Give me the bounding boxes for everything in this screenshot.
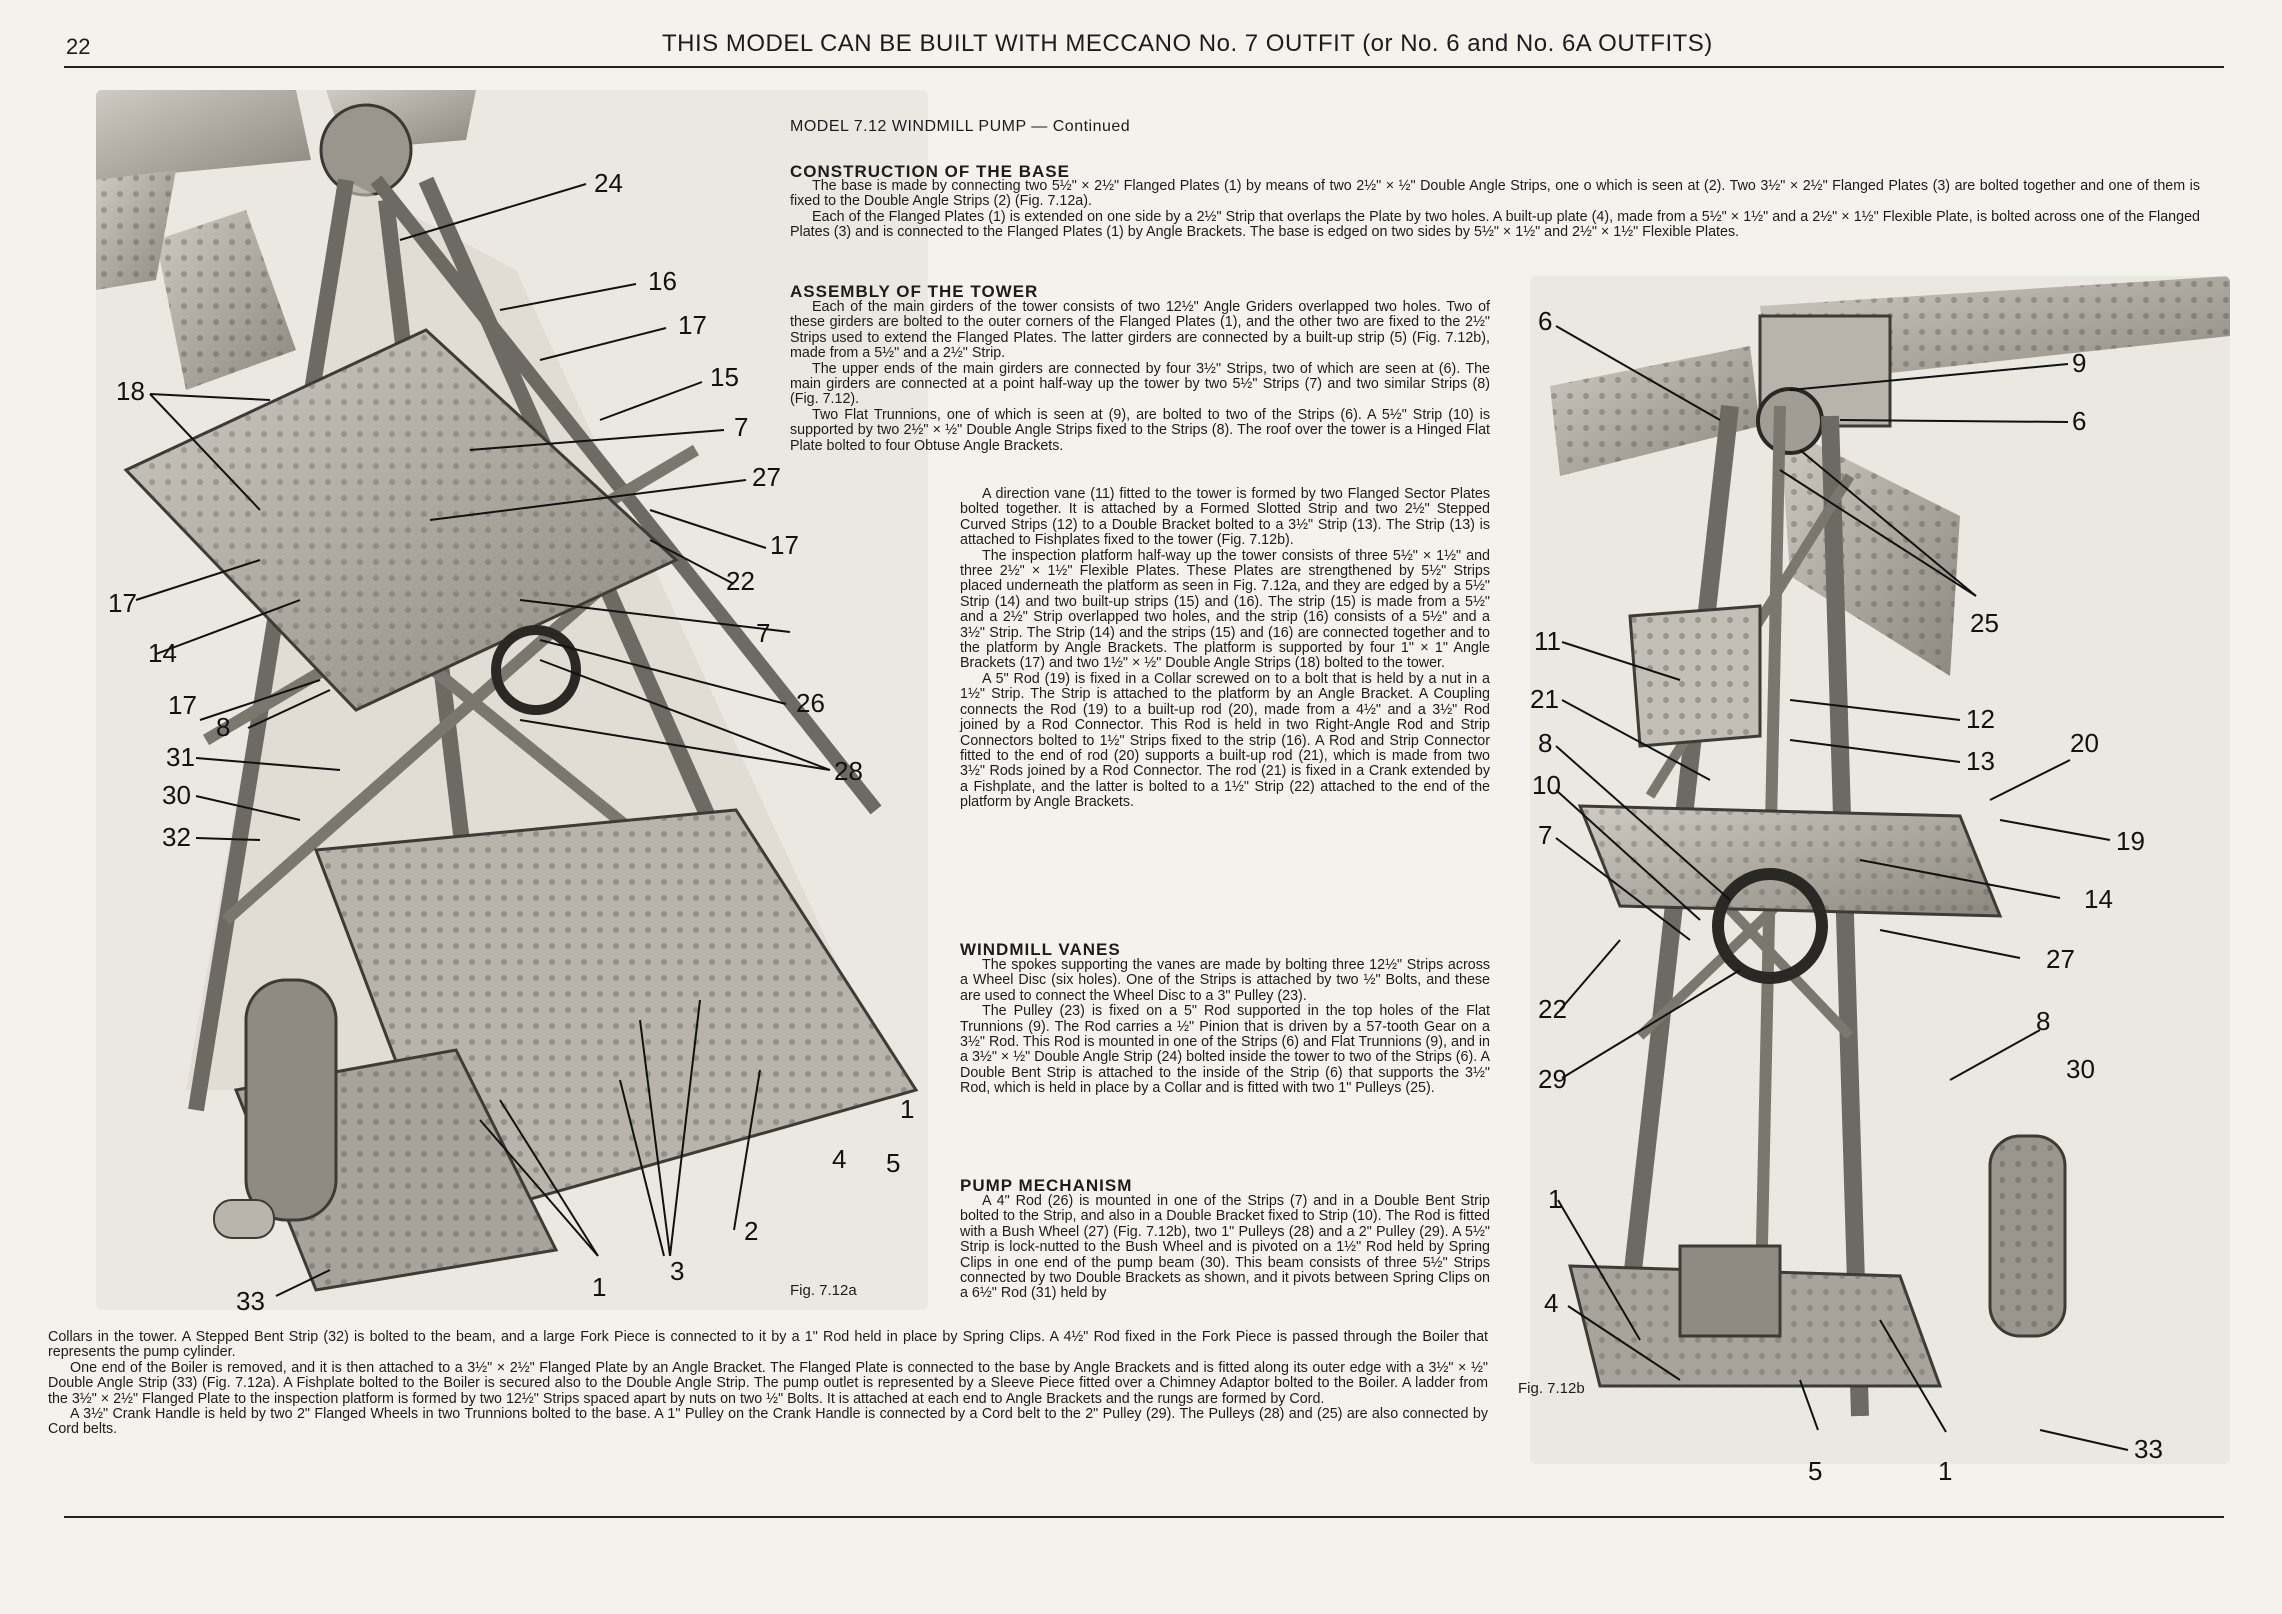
callout-29: 29 — [1538, 1064, 1567, 1094]
callout-17: 17 — [770, 530, 799, 560]
callout-7: 7 — [1538, 820, 1553, 850]
paragraph: A 3½" Crank Handle is held by two 2" Flanged Wheels in two Trunnions bolted to the base. A 1" Pulley on the Crank Handle is connected by a Cord belt to the 2" Pulley (29). The Pulleys (28) and (25) are also connected by Cord belts. — [48, 1406, 1488, 1438]
callout-28: 28 — [834, 756, 863, 786]
callout-9: 9 — [2072, 348, 2087, 378]
callout-8: 8 — [1538, 728, 1553, 758]
paragraph: Each of the main girders of the tower consists of two 12½" Angle Griders overlapped two holes. Two of these girders are bolted to the outer corners of the Flanged Plates (1), and the other two are fixed to the 2½" Strips used to extend the Flanged Plates. The latter girders are connected by a built-up strip (5) (Fig. 7.12b), made from a 5½" and a 2½" Strip. — [790, 299, 1490, 362]
paragraph: The inspection platform half-way up the tower consists of three 5½" × 1½" and three 2½" × 1½" Flexible Plates. These Plates are strengthened by 5½" Strips placed underneath the platform as seen in Fig. 7.12a, and they are edged by a 5½" Strip (14) and two built-up strips (15) and (16). The strip (15) is made from a 5½" and a 2½" Strip overlapped two holes, and the strip (16) consists of a 5½" and a 3½" Strip. The Strip (14) and the strips (15) and (16) are connected together and to the platform by Angle Brackets. The platform is supported by four 1" × 1" Angle Brackets (17) and two 1½" × ½" Double Angle Strips (18) bolted to the tower. — [960, 547, 1490, 672]
callout-22: 22 — [726, 566, 755, 596]
callout-16: 16 — [648, 266, 677, 296]
callout-17: 17 — [168, 690, 197, 720]
callout-19: 19 — [2116, 826, 2145, 856]
callout-21: 21 — [1530, 684, 1559, 714]
callout-15: 15 — [710, 362, 739, 392]
paragraph: The base is made by connecting two 5½" × 2½" Flanged Plates (1) by means of two 2½" × ½" Double Angle Strips, one o which is seen at (2). Two 3½" × 2½" Flanged Plates (3) are bolted together and one of them is fixed to the Double Angle Strips (2) (Fig. 7.12a). — [790, 178, 2200, 210]
paragraph: Each of the Flanged Plates (1) is extended on one side by a 2½" Strip that overlaps the Plate by two holes. A built-up plate (4), made from a 5½" × 1½" and a 2½" × 1½" Flexible Plate, is bolted across one of the Flanged Plates (3) and is connected to the Flanged Plates (1) by Angle Brackets. The base is edged on two sides by 5½" × 1½" and 2½" × 1½" Flexible Plates. — [790, 208, 2200, 241]
callout-7: 7 — [756, 618, 771, 648]
callout-6: 6 — [1538, 306, 1553, 336]
section-title-pump: PUMP MECHANISM — [960, 1176, 1133, 1195]
callout-14: 14 — [148, 638, 177, 668]
paragraph: The spokes supporting the vanes are made by bolting three 12½" Strips across a Wheel Disc (six holes). One of the Strips is attached by two ½" Bolts, and these are used to connect the Wheel Disc to a 3" Pulley (23). — [960, 957, 1490, 1004]
callout-18: 18 — [116, 376, 145, 406]
callout-20: 20 — [2070, 728, 2099, 758]
callout-1: 1 — [1938, 1456, 1953, 1486]
callout-17: 17 — [108, 588, 137, 618]
callout-26: 26 — [796, 688, 825, 718]
paragraph: One end of the Boiler is removed, and it is then attached to a 3½" × 2½" Flanged Plate by an Angle Bracket. The Flanged Plate is connected to the base by Angle Brackets and is fitted along its outer edge with a 3½" × ½" Double Angle Strip (33) (Fig. 7.12a). A Fishplate bolted to the Boiler is secured also to the Double Angle Strip. The pump outlet is represented by a Sleeve Piece fitted over a Chimney Adaptor bolted to the Boiler. A ladder from the 3½" × 2½" Flanged Plate to the inspection platform is formed by two 12½" Strips spaced apart by nuts on two ½" Bolts. It is attached at each end to Angle Brackets and the rungs are formed by Cord. — [48, 1359, 1488, 1407]
model-subheading: MODEL 7.12 WINDMILL PUMP — Continued — [790, 118, 1131, 135]
paragraph: Collars in the tower. A Stepped Bent Strip (32) is bolted to the beam, and a large Fork Piece is connected to it by a 1" Rod held in place by Spring Clips. A 4½" Rod fixed in the Fork Piece is passed through the Boiler that represents the pump cylinder. — [48, 1329, 1488, 1361]
callout-5: 5 — [1808, 1456, 1823, 1486]
callout-1: 1 — [900, 1094, 915, 1124]
callout-7: 7 — [734, 412, 749, 442]
section-title-vanes: WINDMILL VANES — [960, 940, 1121, 959]
callout-22: 22 — [1538, 994, 1567, 1024]
callout-30: 30 — [2066, 1054, 2095, 1084]
callout-10: 10 — [1532, 770, 1561, 800]
callout-13: 13 — [1966, 746, 1995, 776]
callout-30: 30 — [162, 780, 191, 810]
callout-1: 1 — [1548, 1184, 1563, 1214]
section-title-base: CONSTRUCTION OF THE BASE — [790, 162, 1070, 181]
callout-3: 3 — [670, 1256, 685, 1286]
callout-8: 8 — [2036, 1006, 2051, 1036]
callout-24: 24 — [594, 168, 623, 198]
paragraph: Two Flat Trunnions, one of which is seen at (9), are bolted to two of the Strips (6). A 5½" Strip (10) is supported by two 2½" × ½" Double Angle Strips fixed to the Strips (8). The roof over the tower is a Hinged Flat Plate bolted to four Obtuse Angle Brackets. — [790, 406, 1490, 454]
callout-11: 11 — [1534, 626, 1561, 656]
callout-4: 4 — [1544, 1288, 1559, 1318]
page-number: 22 — [66, 34, 91, 59]
callout-8: 8 — [216, 712, 231, 742]
callout-33: 33 — [236, 1286, 265, 1316]
callout-1: 1 — [592, 1272, 607, 1302]
callout-12: 12 — [1966, 704, 1995, 734]
paragraph: The Pulley (23) is fixed on a 5" Rod supported in the top holes of the Flat Trunnions (9). The Rod carries a ½" Pinion that is driven by a 57-tooth Gear on a 3½" Rod. This Rod is mounted in one of the Strips (6) and Flat Trunnions (9), and in a 3½" × ½" Double Angle Strip (24) bolted inside the tower to two of the Strips (6). A Double Bent Strip is attached to the inside of the Strip (6) that supports the 3½" Rod, which is held in place by a Collar and is fitted with two 1" Pulleys (25). — [960, 1003, 1490, 1097]
callout-5: 5 — [886, 1148, 901, 1178]
callout-4: 4 — [832, 1144, 847, 1174]
callout-33: 33 — [2134, 1434, 2163, 1464]
figure-caption-a: Fig. 7.12a — [790, 1282, 857, 1299]
paragraph: A 5" Rod (19) is fixed in a Collar screwed on to a bolt that is held by a nut in a 1½" Strip. The Strip is attached to the platform by an Angle Bracket. A Coupling connects the Rod (19) to a built-up rod (20), made from a 4½" and a 3½" Rod joined by a Rod Connector. This Rod is held in two Right-Angle Rod and Strip Connectors bolted to 1½" Strips fixed to the strip (16). A Rod and Strip Connector fitted to the end of rod (20) supports a built-up rod (21), which is made from two 3½" Rods joined by a Rod Connector. The rod (21) is fixed in a Crank extended by a Fishplate, and the latter is bolted to a 1½" Strip (22) attached to the end of the platform by Angle Brackets. — [960, 670, 1490, 811]
paragraph: A direction vane (11) fitted to the tower is formed by two Flanged Sector Plates bolted together. It is attached by a Formed Slotted Strip and two 2½" Stepped Curved Strips (12) to a Double Bracket bolted to a 3½" Strip (13). The Strip (13) is attached to Fishplates fixed to the tower (Fig. 7.12b). — [960, 486, 1490, 549]
paragraph: A 4" Rod (26) is mounted in one of the Strips (7) and in a Double Bent Strip bolted to the Strip, and also in a Double Bracket fixed to Strip (10). The Rod is fitted with a Bush Wheel (27) (Fig. 7.12b), two 1" Pulleys (28) and a 2" Pulley (29). A 5½" Strip is lock-nutted to the Bush Wheel and is pivoted on a 1½" Rod held by Spring Clips in one end of the pump beam (30). This beam consists of three 5½" Strips connected by two Double Brackets as shown, and it pivots between Spring Clips on a 6½" Rod (31) held by — [960, 1193, 1490, 1302]
callout-17: 17 — [678, 310, 707, 340]
callout-2: 2 — [744, 1216, 759, 1246]
paragraph: The upper ends of the main girders are connected by four 3½" Strips, two of which are seen at (6). The main girders are connected at a point half-way up the tower by two 5½" Strips (7) and two similar Strips (8) (Fig. 7.12). — [790, 360, 1490, 408]
callout-6: 6 — [2072, 406, 2087, 436]
callout-27: 27 — [2046, 944, 2075, 974]
callout-27: 27 — [752, 462, 781, 492]
section-title-tower: ASSEMBLY OF THE TOWER — [790, 282, 1039, 301]
callout-31: 31 — [166, 742, 195, 772]
callout-25: 25 — [1970, 608, 1999, 638]
figure-caption-b: Fig. 7.12b — [1518, 1380, 1585, 1397]
callout-32: 32 — [162, 822, 191, 852]
page-header: THIS MODEL CAN BE BUILT WITH MECCANO No. 7 OUTFIT (or No. 6 and No. 6A OUTFITS) — [662, 30, 1713, 57]
callout-14: 14 — [2084, 884, 2113, 914]
